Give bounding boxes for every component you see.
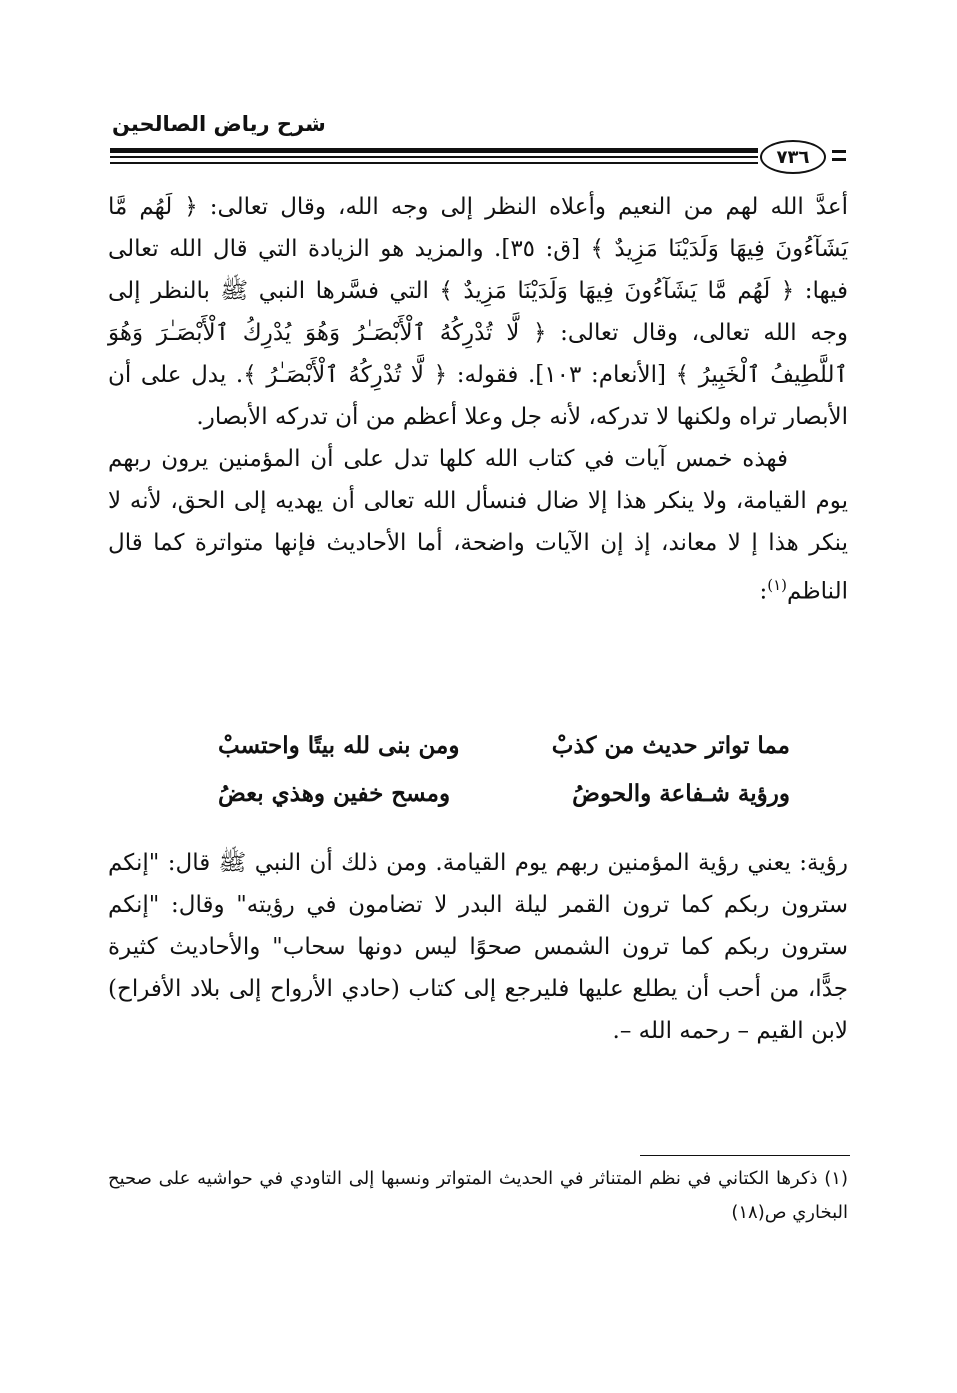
poem-hemistich-second: ومن بنى لله بيتًا واحتسبْ	[218, 732, 460, 759]
paragraph: رؤية: يعني رؤية المؤمنين ربهم يوم القيامة. ومن ذلك أن النبي ﷺ قال: "إنكم سترون ربكم كما ترون القمر ليلة البدر لا تضامون في رؤيته" وقال: "إنكم سترون ربكم كما ترون الشمس صحوًا ليس دونها سحاب" والأحاديث كثيرة جدًّا، من أحب أن يطلع عليها فليرجع إلى كتاب (حادي الأرواح إلى بلاد الأفراح) لابن القيم – رحمه الله –.	[108, 850, 848, 1044]
footnote	[108, 1162, 848, 1230]
page-number-text: ٧٣٦	[776, 146, 810, 168]
paragraph	[108, 438, 848, 613]
poem-line	[200, 780, 790, 828]
footnote-marker: (١)	[767, 576, 788, 594]
header-rule-thick	[110, 148, 758, 153]
poem-hemistich-second: ومسح خفين وهذي بعضُ	[218, 780, 451, 807]
book-title: شرح رياض الصالحين	[112, 112, 326, 136]
poem-hemistich-first: ورؤية شـفاعة والحوضُ	[572, 780, 790, 807]
body-text	[108, 186, 848, 613]
paragraph-colon: :	[759, 578, 768, 605]
header-rule-thin-2	[110, 162, 758, 164]
page-number-dash-2	[832, 158, 846, 161]
footnote-text: (١) ذكرها الكتاني في نظم المتناثر في الحديث المتواتر ونسبها إلى التاودي في حواشيه على صحيح البخاري ص(١٨)	[108, 1168, 848, 1223]
poem-line	[200, 732, 790, 780]
paragraph: أعدَّ الله لهم من النعيم وأعلاه النظر إلى وجه الله، وقال تعالى: ﴿ لَهُم مَّا يَشَآءُونَ فِيهَا وَلَدَيْنَا مَزِيدٌ ﴾ [ق: ٣٥]. والمزيد هو الزيادة التي قال الله تعالى فيها: ﴿ لَهُم مَّا يَشَآءُونَ فِيهَا وَلَدَيْنَا مَزِيدٌ ﴾ التي فسَّرها النبي ﷺ بالنظر إلى وجه الله تعالى، وقال تعالى: ﴿ لَّا تُدْرِكُهُ ٱلْأَبْصَـٰرُ وَهُوَ يُدْرِكُ ٱلْأَبْصَـٰرَ وَهُوَ ٱللَّطِيفُ ٱلْخَبِيرُ ﴾ [الأنعام: ١٠٣]. فقوله: ﴿ لَّا تُدْرِكُهُ ٱلْأَبْصَـٰرُ ﴾. يدل على أن الأبصار تراه ولكنها لا تدركه، لأنه جل وعلا أعظم من أن تدركه الأبصار.	[108, 194, 848, 430]
poem-hemistich-first: مما تواتر حديث من كذبْ	[551, 732, 790, 759]
paragraph-text: فهذه خمس آيات في كتاب الله كلها تدل على أن المؤمنين يرون ربهم يوم القيامة، ولا ينكر هذا إلا ضال فنسأل الله تعالى أن يهديه إلى الحق، لأنه لا ينكر هذا إ لا معاند، إذ إن الآيات واضحة، أما الأحاديث فإنها متواترة كما قال الناظم	[108, 446, 848, 605]
page-number-dash	[832, 150, 846, 153]
header-rule-thin	[110, 156, 758, 158]
poem	[200, 732, 790, 828]
body-text-continued	[108, 842, 848, 1052]
footnote-rule	[640, 1155, 850, 1156]
page-number	[760, 140, 826, 174]
